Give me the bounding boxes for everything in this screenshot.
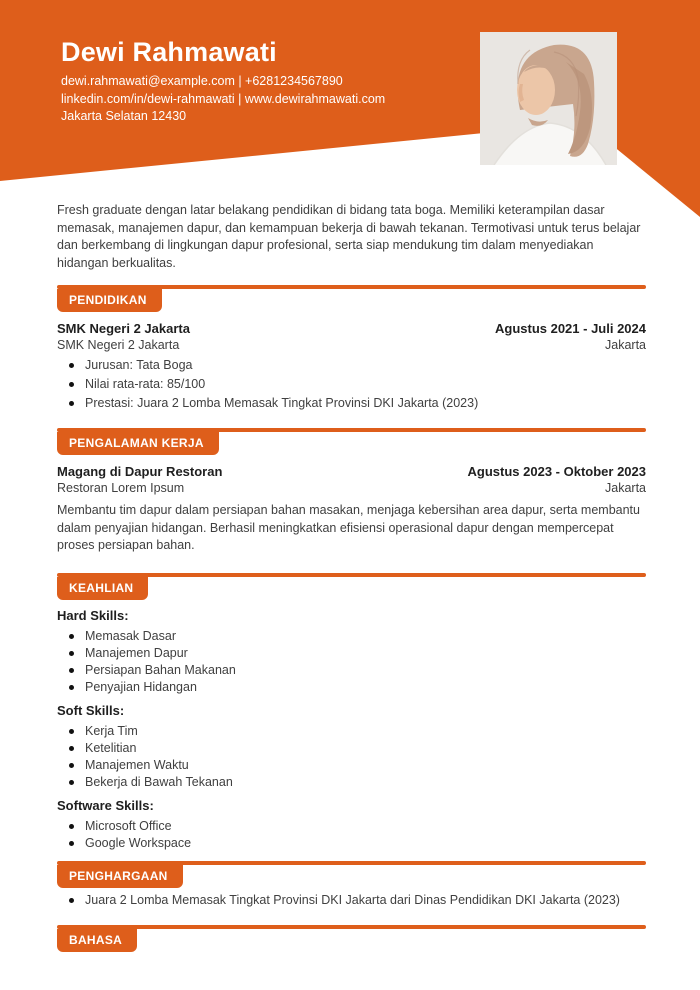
bullet-item: Penyajian Hidangan <box>57 680 646 695</box>
experience-location: Jakarta <box>605 481 646 495</box>
person-name: Dewi Rahmawati <box>61 37 277 67</box>
education-bullet-list <box>57 358 646 411</box>
education-school: SMK Negeri 2 Jakarta <box>57 321 190 336</box>
bullet-item: Ketelitian <box>57 741 646 756</box>
bullet-item: Microsoft Office <box>57 819 646 834</box>
contact-address: Jakarta Selatan 12430 <box>61 109 187 123</box>
education-school-sub: SMK Negeri 2 Jakarta <box>57 338 180 352</box>
education-location: Jakarta <box>605 338 646 352</box>
section-awards-header <box>57 861 646 888</box>
bullet-item: Bekerja di Bawah Tekanan <box>57 775 646 790</box>
resume-body <box>57 0 646 952</box>
experience-title-row <box>57 464 646 480</box>
awards-bullet-list <box>57 893 646 908</box>
skills-group-title-hard: Hard Skills: <box>57 607 129 623</box>
bullet-item: Manajemen Waktu <box>57 758 646 773</box>
skills-group-title-soft: Soft Skills: <box>57 702 125 718</box>
section-experience-header <box>57 428 646 455</box>
bullet-item: Nilai rata-rata: 85/100 <box>57 377 646 392</box>
bullet-item: Kerja Tim <box>57 724 646 739</box>
section-label-awards: PENGHARGAAN <box>57 865 183 888</box>
skills-group-title-software: Software Skills: <box>57 797 154 813</box>
bullet-item: Prestasi: Juara 2 Lomba Memasak Tingkat Provinsi DKI Jakarta (2023) <box>57 396 646 411</box>
contact-links: linkedin.com/in/dewi-rahmawati | www.dewirahmawati.com <box>61 91 386 106</box>
experience-date: Agustus 2023 - Oktober 2023 <box>467 464 646 479</box>
section-education-header <box>57 285 646 312</box>
experience-description: Membantu tim dapur dalam persiapan bahan masakan, menjaga kebersihan area dapur, serta membantu dalam penyajian hidangan. Berhasil meningkatkan efisiensi operasional dapur dengan mempercepat proses persiapan bahan. <box>57 503 640 552</box>
contact-email-phone: dewi.rahmawati@example.com | +6281234567890 <box>61 74 343 88</box>
bullet-item: Google Workspace <box>57 836 646 851</box>
summary-text: Fresh graduate dengan latar belakang pendidikan di bidang tata boga. Memiliki keterampilan dasar memasak, manajemen dapur, dan kemampuan bekerja di bawah tekanan. Termotivasi untuk terus belajar dan berkembang di lingkungan dapur profesional, serta siap mendukung tim dalam menyediakan hidangan berkualitas. <box>57 203 641 270</box>
section-label-language: BAHASA <box>57 929 137 952</box>
experience-subtitle-row <box>57 480 646 496</box>
education-title-row <box>57 321 646 337</box>
bullet-item: Memasak Dasar <box>57 629 646 644</box>
education-date: Agustus 2021 - Juli 2024 <box>494 321 646 336</box>
section-label-skills: KEAHLIAN <box>57 577 148 600</box>
section-skills-header <box>57 573 646 600</box>
experience-company: Restoran Lorem Ipsum <box>57 481 185 495</box>
bullet-item: Jurusan: Tata Boga <box>57 358 646 373</box>
bullet-item: Persiapan Bahan Makanan <box>57 663 646 678</box>
bullet-item: Manajemen Dapur <box>57 646 646 661</box>
education-subtitle-row <box>57 337 646 353</box>
section-rule <box>57 861 646 865</box>
section-label-experience: PENGALAMAN KERJA <box>57 432 219 455</box>
section-language-header <box>57 925 646 952</box>
section-rule <box>57 925 646 929</box>
skills-software-list <box>57 819 646 851</box>
skills-soft-list <box>57 724 646 790</box>
bullet-item: Juara 2 Lomba Memasak Tingkat Provinsi DKI Jakarta dari Dinas Pendidikan DKI Jakarta (2023) <box>57 893 646 908</box>
section-label-education: PENDIDIKAN <box>57 289 162 312</box>
skills-hard-list <box>57 629 646 695</box>
section-rule <box>57 573 646 577</box>
experience-role: Magang di Dapur Restoran <box>57 464 223 479</box>
